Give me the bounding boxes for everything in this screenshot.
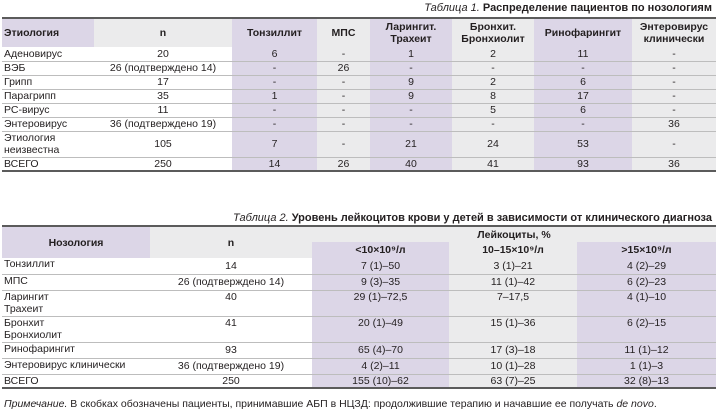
table1-cell: 53	[534, 131, 632, 157]
note-end: .	[653, 398, 657, 410]
table1-cell: -	[452, 117, 534, 131]
table2-row	[2, 290, 716, 316]
table2-cell: 36 (подтверждено 19)	[150, 358, 312, 374]
table2-cell: 11 (1)–12	[577, 342, 716, 358]
table1-cell: 20	[94, 47, 232, 61]
table2-row-label: Энтеровирус клинически	[2, 358, 150, 374]
table1-cell: 35	[94, 89, 232, 103]
table2-row-label: МПС	[2, 274, 150, 290]
table2-row	[2, 342, 716, 358]
table1-cell: 5	[452, 103, 534, 117]
table1-header-cell: Ринофарингит	[534, 18, 632, 47]
table2-header-group: Лейкоциты, %	[312, 226, 716, 242]
table1-cell: 36 (подтверждено 19)	[94, 117, 232, 131]
table2-cell: 20 (1)–49	[312, 316, 449, 342]
table1-cell: 2	[452, 47, 534, 61]
table1-row-label: Этиология неизвестна	[2, 131, 94, 157]
table2-header-n: n	[150, 226, 312, 258]
table1-row	[2, 131, 716, 157]
table1-cell: -	[232, 61, 317, 75]
table1-cell: 6	[232, 47, 317, 61]
table2-caption-number: Таблица 2.	[233, 212, 289, 224]
table1-row-label: РС-вирус	[2, 103, 94, 117]
table2-row	[2, 258, 716, 274]
table1-cell: -	[317, 131, 370, 157]
table1-cell: 26	[317, 61, 370, 75]
table1-cell: 8	[452, 89, 534, 103]
table1-cell: -	[232, 117, 317, 131]
table1-cell: -	[452, 61, 534, 75]
table1-header-cell: Бронхит. Бронхиолит	[452, 18, 534, 47]
table2-cell: 32 (8)–13	[577, 374, 716, 388]
table1-header-row	[2, 18, 716, 47]
table1-row-label: ВСЕГО	[2, 157, 94, 171]
table1-header-cell: n	[94, 18, 232, 47]
table1-cell: -	[232, 103, 317, 117]
table1-cell: 7	[232, 131, 317, 157]
table1-row-label: ВЭБ	[2, 61, 94, 75]
table2-cell: 26 (подтверждено 14)	[150, 274, 312, 290]
table1-cell: -	[232, 75, 317, 89]
table2-cell: 11 (1)–42	[449, 274, 577, 290]
table1-caption-title: Распределение пациентов по нозологиям	[482, 2, 712, 14]
table2-cell: 250	[150, 374, 312, 388]
table1-cell: 36	[632, 117, 716, 131]
table1-row	[2, 47, 716, 61]
table2-cell: 29 (1)–72,5	[312, 290, 449, 316]
table2-cell: 4 (2)–29	[577, 258, 716, 274]
table1-cell: 41	[452, 157, 534, 171]
table1-row	[2, 117, 716, 131]
table2-caption	[233, 211, 712, 225]
table1-cell: 250	[94, 157, 232, 171]
table2-cell: 10 (1)–28	[449, 358, 577, 374]
table2-cell: 93	[150, 342, 312, 358]
table1-cell: 1	[370, 47, 452, 61]
table1-caption	[424, 1, 712, 15]
table1-cell: 9	[370, 89, 452, 103]
table1-cell: -	[317, 89, 370, 103]
table2-cell: 17 (3)–18	[449, 342, 577, 358]
table1-row	[2, 103, 716, 117]
table1-cell: -	[317, 103, 370, 117]
table1-header-cell: Ларингит. Трахеит	[370, 18, 452, 47]
table2-row	[2, 316, 716, 342]
table1-row-label: Энтеровирус	[2, 117, 94, 131]
table1-cell: 93	[534, 157, 632, 171]
table2-cell: 65 (4)–70	[312, 342, 449, 358]
table2-cell: 41	[150, 316, 312, 342]
table2-cell: 4 (1)–10	[577, 290, 716, 316]
table2-subheader-cell: 10–15×10⁹/л	[449, 242, 577, 258]
table1-cell: -	[370, 117, 452, 131]
table1-cell: 14	[232, 157, 317, 171]
table2-cell: 7 (1)–50	[312, 258, 449, 274]
table1-cell: -	[534, 61, 632, 75]
table2-cell: 7–17,5	[449, 290, 577, 316]
table1-cell: -	[632, 47, 716, 61]
table1-cell: -	[317, 117, 370, 131]
table1-header-cell: Этиология	[2, 18, 94, 47]
table1-header-cell: МПС	[317, 18, 370, 47]
table1-cell: 6	[534, 75, 632, 89]
table2-cell: 63 (7)–25	[449, 374, 577, 388]
table2-cell: 155 (10)–62	[312, 374, 449, 388]
table1-cell: 26 (подтверждено 14)	[94, 61, 232, 75]
table2-cell: 40	[150, 290, 312, 316]
table2-caption-title: Уровень лейкоцитов крови у детей в зависимости от клинического диагноза	[291, 212, 712, 224]
table1-cell: 36	[632, 157, 716, 171]
table1-cell: 9	[370, 75, 452, 89]
table1-row-label: Грипп	[2, 75, 94, 89]
table1-caption-number: Таблица 1.	[424, 2, 480, 14]
table2-cell: 9 (3)–35	[312, 274, 449, 290]
table1-cell: -	[632, 75, 716, 89]
table1-cell: -	[632, 103, 716, 117]
table1-row-label: Аденовирус	[2, 47, 94, 61]
table2-cell: 15 (1)–36	[449, 316, 577, 342]
table2-cell: 4 (2)–11	[312, 358, 449, 374]
table2-header-row	[2, 226, 716, 242]
table1-cell: 2	[452, 75, 534, 89]
table1-cell: -	[370, 103, 452, 117]
table2-header-nozology: Нозология	[2, 226, 150, 258]
table1-cell: 6	[534, 103, 632, 117]
table1-cell: -	[632, 61, 716, 75]
table1-cell: 26	[317, 157, 370, 171]
table2-row	[2, 374, 716, 388]
table2-cell: 3 (1)–21	[449, 258, 577, 274]
table1-cell: 1	[232, 89, 317, 103]
table1-row-label: Парагрипп	[2, 89, 94, 103]
table2-row-label: ВСЕГО	[2, 374, 150, 388]
table1-cell: 17	[534, 89, 632, 103]
table1-cell: 21	[370, 131, 452, 157]
table2-row-label: Тонзиллит	[2, 258, 150, 274]
table1-cell: -	[632, 131, 716, 157]
table1-cell: 17	[94, 75, 232, 89]
table2-cell: 1 (1)–3	[577, 358, 716, 374]
table1	[2, 17, 716, 172]
table1-row	[2, 89, 716, 103]
table2-cell: 6 (2)–15	[577, 316, 716, 342]
table1-cell: -	[370, 61, 452, 75]
table2-subheader-cell: >15×10⁹/л	[577, 242, 716, 258]
note-italic-tail: de novo	[616, 398, 654, 410]
table1-cell: 105	[94, 131, 232, 157]
table1-header-cell: Тонзиллит	[232, 18, 317, 47]
table2-subheader-cell: <10×10⁹/л	[312, 242, 449, 258]
table1-cell: -	[632, 89, 716, 103]
note-lead: Примечание.	[4, 398, 68, 410]
table2-row-label: Бронхит Бронхиолит	[2, 316, 150, 342]
table1-row	[2, 61, 716, 75]
table1-cell: 11	[94, 103, 232, 117]
table1-cell: 40	[370, 157, 452, 171]
table1-cell: -	[317, 75, 370, 89]
table2	[2, 225, 716, 389]
table2-row	[2, 358, 716, 374]
table2-row-label: Ринофарингит	[2, 342, 150, 358]
table2-row	[2, 274, 716, 290]
table2-cell: 14	[150, 258, 312, 274]
table1-header-cell: Энтеровирус клинически	[632, 18, 716, 47]
table1-cell: -	[317, 47, 370, 61]
table2-cell: 6 (2)–23	[577, 274, 716, 290]
table2-row-label: Ларингит Трахеит	[2, 290, 150, 316]
table-note	[4, 398, 657, 410]
table1-row	[2, 157, 716, 171]
table1-cell: 11	[534, 47, 632, 61]
table1-row	[2, 75, 716, 89]
table1-cell: -	[534, 117, 632, 131]
note-text: В скобках обозначены пациенты, принимавшие АБП в НЦЗД: продолжившие терапию и начавшие ее получать	[67, 398, 617, 410]
table1-cell: 24	[452, 131, 534, 157]
